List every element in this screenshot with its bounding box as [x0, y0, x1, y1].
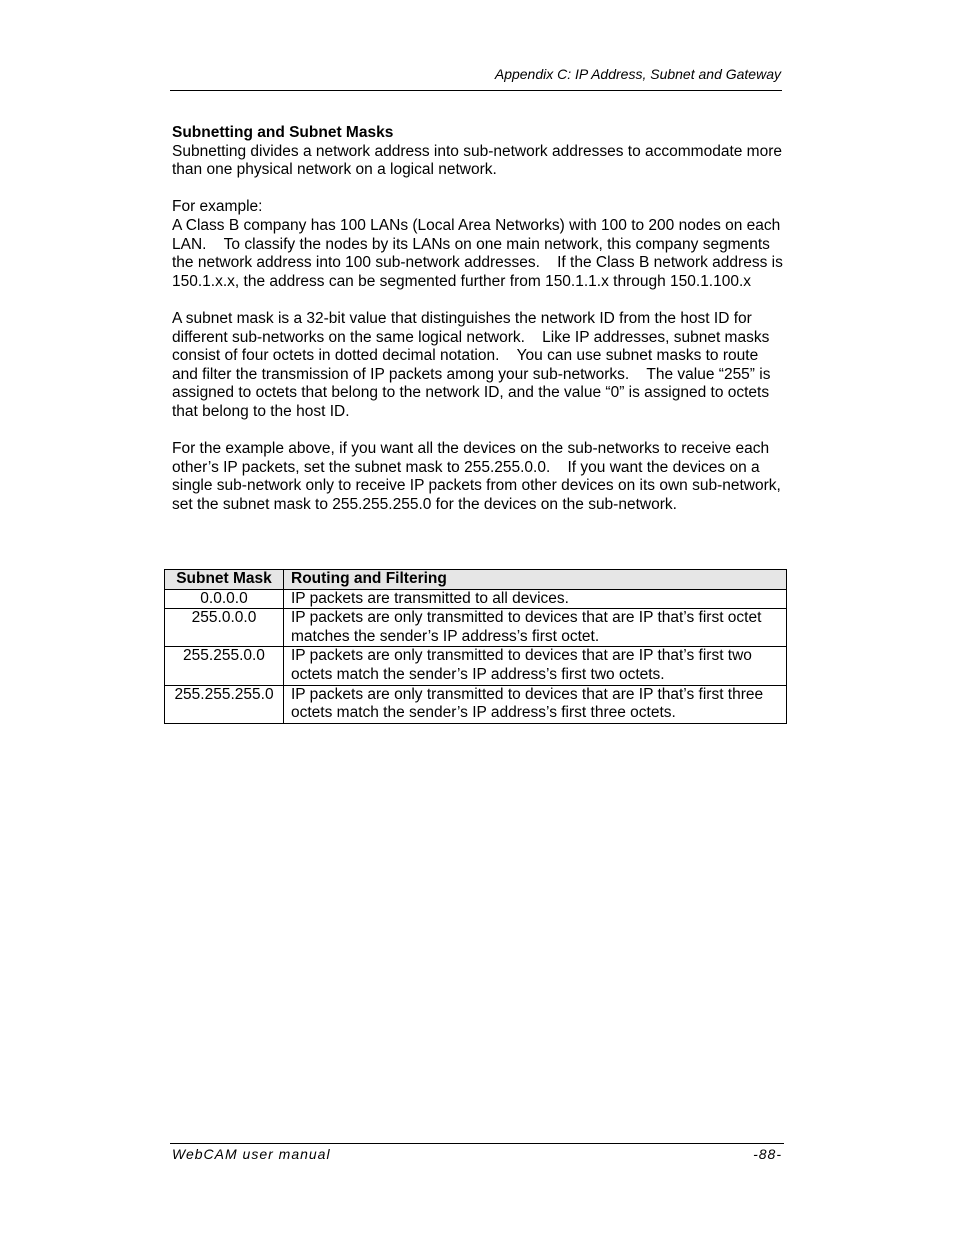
paragraph-intro: Subnetting divides a network address into sub-network addresses to accommodate more than one physical network on a logical network.	[172, 142, 782, 179]
cell-mask: 255.255.255.0	[165, 685, 284, 723]
page-number: -88-	[753, 1146, 782, 1162]
cell-mask: 255.0.0.0	[165, 609, 284, 647]
footer-divider	[170, 1143, 784, 1144]
paragraph-example: A Class B company has 100 LANs (Local Area Networks) with 100 to 200 nodes on each LAN. To classify the nodes by its LANs on one main network, this company segments the network address into 100 sub-network addresses. If the Class B network address is 150.1.x.x, the address can be segmented further from 150.1.1.x through 150.1.100.x	[172, 216, 783, 290]
cell-mask: 0.0.0.0	[165, 589, 284, 609]
table-row	[165, 685, 787, 723]
cell-description: IP packets are only transmitted to devices that are IP that’s first two octets match the sender’s IP address’s first two octets.	[284, 647, 787, 685]
paragraph-example-above: For the example above, if you want all the devices on the sub-networks to receive each other’s IP packets, set the subnet mask to 255.255.0.0. If you want the devices on a single sub-network only to receive IP packets from other devices on its own sub-network, set the subnet mask to 255.255.255.0 for the devices on the sub-network.	[172, 440, 781, 513]
header-subnet-mask: Subnet Mask	[165, 570, 284, 590]
subnet-mask-table	[164, 569, 787, 724]
paragraph-subnet-mask: A subnet mask is a 32-bit value that distinguishes the network ID from the host ID for different sub-networks on the same logical network. Like IP addresses, subnet masks consist of four octets in dotted decimal notation. You can use subnet masks to route and filter the transmission of IP packets among your sub-networks. The value “255” is assigned to octets that belong to the network ID, and the value “0” is assigned to octets that belong to the host ID.	[172, 309, 771, 420]
paragraph-example-label: For example:	[172, 198, 263, 216]
cell-description: IP packets are only transmitted to devices that are IP that’s first three octets match the sender’s IP address’s first three octets.	[284, 685, 787, 723]
section-heading: Subnetting and Subnet Masks	[172, 124, 394, 141]
footer-manual-title: WebCAM user manual	[172, 1146, 331, 1162]
cell-mask: 255.255.0.0	[165, 647, 284, 685]
table-row	[165, 589, 787, 609]
table-row	[165, 647, 787, 685]
page-header: Appendix C: IP Address, Subnet and Gateway	[494, 66, 781, 82]
table-header-row	[165, 570, 787, 590]
main-content	[172, 124, 784, 533]
header-routing-filtering: Routing and Filtering	[284, 570, 787, 590]
cell-description: IP packets are only transmitted to devices that are IP that’s first octet matches the sender’s IP address’s first octet.	[284, 609, 787, 647]
table-row	[165, 609, 787, 647]
cell-description: IP packets are transmitted to all devices.	[284, 589, 787, 609]
header-divider	[170, 90, 782, 91]
